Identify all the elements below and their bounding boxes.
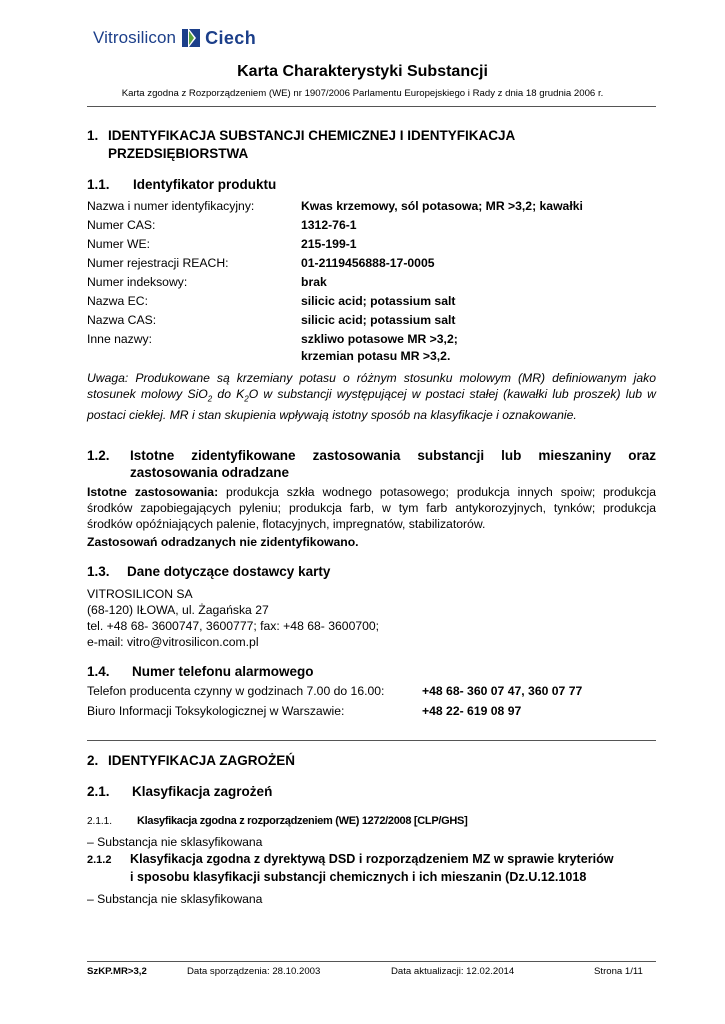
supplier-details bbox=[87, 586, 379, 650]
identifier-label: Nazwa EC: bbox=[87, 294, 148, 308]
footer-divider bbox=[87, 961, 656, 962]
section-1-1-heading: 1.1. Identyfikator produktu bbox=[87, 177, 277, 192]
identifier-label: Numer CAS: bbox=[87, 218, 156, 232]
company-logo bbox=[93, 27, 256, 49]
identifier-label: Nazwa CAS: bbox=[87, 313, 157, 327]
identifier-value: brak bbox=[301, 275, 327, 289]
section-1-3-heading: 1.3. Dane dotyczące dostawcy karty bbox=[87, 564, 331, 579]
section-2-heading: 2. IDENTYFIKACJA ZAGROŻEŃ bbox=[87, 753, 296, 768]
supplier-name: VITROSILICON SA bbox=[87, 587, 193, 601]
identifier-label: Numer indeksowy: bbox=[87, 275, 188, 289]
identifier-value: silicic acid; potassium salt bbox=[301, 313, 456, 327]
section-2-1-2-heading: 2.1.2 Klasyfikacja zgodna z dyrektywą DSD i rozporządzeniem MZ w sprawie kryteriów i sposobu klasyfikacji substancji chemicznych i ich mieszanin (Dz.U.12.1018 bbox=[87, 852, 614, 884]
document-subtitle: Karta zgodna z Rozporządzeniem (WE) nr 1907/2006 Parlamentu Europejskiego i Rady z dnia 18 grudnia 2006 r. bbox=[121, 88, 604, 99]
identifier-value: 215-199-1 bbox=[301, 237, 357, 251]
identifier-label: Nazwa i numer identyfikacyjny: bbox=[87, 199, 255, 213]
note-paragraph: Uwaga: Produkowane są krzemiany potasu o różnym stosunku molowym (MR) definiowanym jako stosunek molowy SiO$_2$ do $K_2O$ w substancji występującej w postaci stałej (kawałki lub proszek) lub w postaci ciekłej. MR i stan skupienia wpływają istotny sposób na klasyfikacje i oznakowanie. bbox=[87, 371, 656, 423]
identifier-value: Kwas krzemowy, sól potasowa; MR >3,2; kawałki bbox=[301, 199, 583, 213]
footer-document-code: SzKP.MR>3,2 bbox=[87, 966, 147, 977]
section-1-2-heading: 1.2. Istotne zidentyfikowane zastosowania substancji lub mieszaniny oraz zastosowania odradzane bbox=[87, 448, 656, 480]
section-divider bbox=[87, 740, 656, 741]
discouraged-uses: Zastosowań odradzanych nie zidentyfikowano. bbox=[87, 535, 359, 549]
identifier-value-2: krzemian potasu MR >3,2. bbox=[301, 349, 451, 363]
dsd-classification-bullet: – Substancja nie sklasyfikowana bbox=[87, 892, 263, 906]
document-title: Karta Charakterystyki Substancji bbox=[237, 63, 488, 80]
ciech-logo-icon bbox=[182, 29, 200, 47]
section-2-1-1-heading: 2.1.1. Klasyfikacja zgodna z rozporządzeniem (WE) 1272/2008 [CLP/GHS] bbox=[87, 815, 468, 827]
logo-brand-ciech: Ciech bbox=[205, 27, 257, 48]
footer-page-number: Strona 1/11 bbox=[594, 966, 643, 977]
header-divider bbox=[87, 106, 656, 107]
supplier-phone: tel. +48 68- 3600747, 3600777; fax: +48 68- 3600700; bbox=[87, 619, 380, 633]
identifier-value: silicic acid; potassium salt bbox=[301, 294, 456, 308]
section-2-1-heading: 2.1. Klasyfikacja zagrożeń bbox=[87, 784, 273, 799]
identifier-value: 1312-76-1 bbox=[301, 218, 357, 232]
supplier-email: e-mail: vitro@vitrosilicon.com.pl bbox=[87, 635, 259, 649]
identifier-value: 01-2119456888-17-0005 bbox=[301, 256, 435, 270]
footer-created-date: Data sporządzenia: 28.10.2003 bbox=[187, 966, 321, 977]
identifier-label: Inne nazwy: bbox=[87, 332, 153, 346]
supplier-address: (68-120) IŁOWA, ul. Żagańska 27 bbox=[87, 603, 269, 617]
clp-classification-bullet: – Substancja nie sklasyfikowana bbox=[87, 835, 263, 849]
relevant-uses-paragraph: Istotne zastosowania: produkcja szkła wodnego potasowego; produkcja innych spoiw; produkcja środków zapobiegających pyleniu; produkcja farb, w tym farb antykorozyjnych, tynków; produkcja środków opóźniających palenie, flotacyjnych, impregnatów, stabilizatorów. bbox=[87, 485, 657, 531]
logo-brand-vitrosilicon: Vitrosilicon bbox=[93, 28, 177, 47]
identifier-label: Numer rejestracji REACH: bbox=[87, 256, 229, 270]
identifier-label: Numer WE: bbox=[87, 237, 150, 251]
section-1-4-heading: 1.4. Numer telefonu alarmowego bbox=[87, 664, 314, 679]
identifier-value: szkliwo potasowe MR >3,2; bbox=[301, 332, 458, 346]
section-1-heading: 1. IDENTYFIKACJA SUBSTANCJI CHEMICZNEJ I IDENTYFIKACJA PRZEDSIĘBIORSTWA bbox=[87, 128, 516, 161]
footer-updated-date: Data aktualizacji: 12.02.2014 bbox=[391, 966, 515, 977]
